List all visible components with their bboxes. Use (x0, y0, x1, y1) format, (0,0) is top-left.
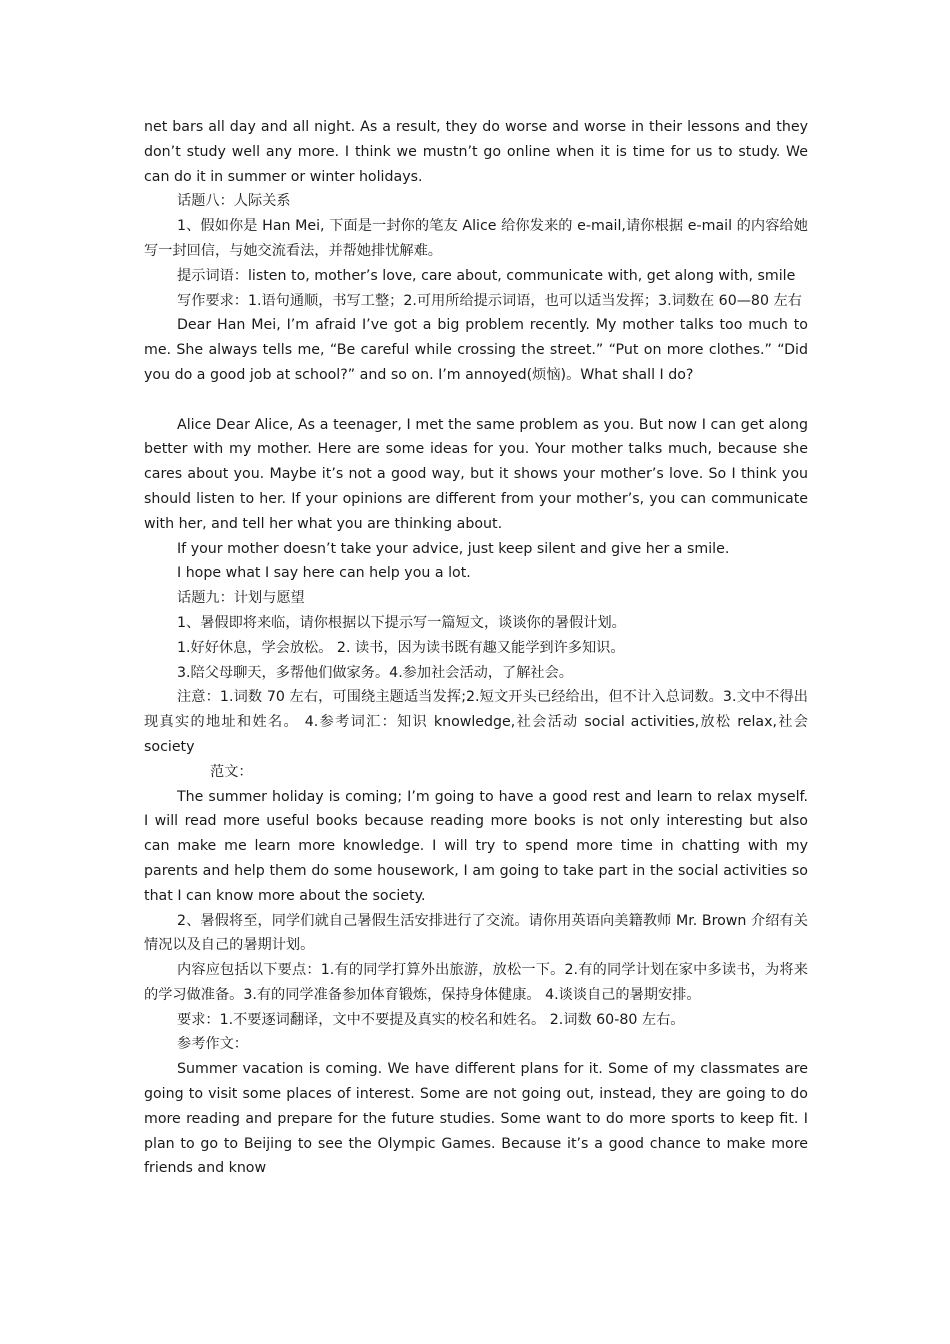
paragraph: 要求：1.不要逐词翻译，文中不要提及真实的校名和姓名。 2.词数 60-80 左右。 (177, 1011, 685, 1028)
paragraph: The summer holiday is coming; I’m going to have a good rest and learn to relax myself. I will read more useful books because reading more books is not only interesting but also can make me learn more knowledge. I will try to spend more time in chatting with my parents and help them do some housework, I am going to take part in the social activities so that I can know more about the society. (144, 788, 808, 904)
paragraph: 2、暑假将至，同学们就自己暑假生活安排进行了交流。请你用英语向美籍教师 Mr. Brown 介绍有关情况以及自己的暑期计划。 (144, 912, 808, 954)
paragraph: Summer vacation is coming. We have different plans for it. Some of my classmates are going to visit some places of interest. Some are not going out, instead, they are going to do more reading and prepare for the future studies. Some want to do more sports to keep fit. I plan to go to Beijing to see the Olympic Games. Because it’s a good chance to make more friends and know (144, 1061, 808, 1177)
paragraph: I hope what I say here can help you a lot. (177, 565, 471, 582)
blank-line (144, 388, 808, 413)
model-essay-label: 范文： (210, 763, 253, 780)
section-heading-topic-8: 话题八：人际关系 (177, 193, 291, 210)
paragraph: 写作要求：1.语句通顺，书写工整；2.可用所给提示词语，也可以适当发挥；3.词数在 60—80 左右 (177, 292, 802, 309)
paragraph: Alice Dear Alice, As a teenager, I met the same problem as you. But now I can get along better with my mother. Here are some ideas for you. Your mother talks much, because she cares about you. Maybe it’s not a good way, but it shows your mother’s love. So I think you should listen to her. If your opinions are different from your mother’s, you can communicate with her, and tell her what you are thinking about. (144, 416, 808, 532)
paragraph: 注意：1.词数 70 左右，可围绕主题适当发挥;2.短文开头已经给出，但不计入总词数。3.文中不得出现真实的地址和姓名。 4.参考词汇：知识 knowledge,社会活动 social activities,放松 relax,社会 society (144, 689, 808, 755)
paragraph: 3.陪父母聊天，多帮他们做家务。4.参加社会活动，了解社会。 (177, 664, 573, 681)
paragraph: 1、假如你是 Han Mei, 下面是一封你的笔友 Alice 给你发来的 e-mail,请你根据 e-mail 的内容给她写一封回信，与她交流看法，并帮她排忧解难。 (144, 218, 808, 259)
reference-essay-label: 参考作文： (177, 1036, 248, 1053)
document-body (144, 115, 808, 1181)
paragraph: 提示词语：listen to, mother’s love, care about, communicate with, get along with, smile (177, 267, 796, 284)
paragraph: Dear Han Mei, I’m afraid I’ve got a big problem recently. My mother talks too much to me. She always tells me, “Be careful while crossing the street.” “Put on more clothes.” “Did you do a good job at school?” and so on. I’m annoyed(烦恼)。What shall I do? (144, 317, 808, 383)
paragraph: net bars all day and all night. As a result, they do worse and worse in their lessons and they don’t study well any more. I think we mustn’t go online when it is time for us to study. We can do it in summer or winter holidays. (144, 119, 808, 185)
paragraph: 内容应包括以下要点：1.有的同学打算外出旅游，放松一下。2.有的同学计划在家中多读书，为将来的学习做准备。3.有的同学准备参加体育锻炼，保持身体健康。 4.谈谈自己的暑期安排。 (144, 962, 808, 1003)
paragraph: 1.好好休息，学会放松。 2. 读书，因为读书既有趣又能学到许多知识。 (177, 639, 625, 656)
section-heading-topic-9: 话题九：计划与愿望 (177, 590, 305, 607)
paragraph: 1、暑假即将来临，请你根据以下提示写一篇短文，谈谈你的暑假计划。 (177, 614, 626, 631)
paragraph: If your mother doesn’t take your advice, just keep silent and give her a smile. (177, 540, 730, 557)
